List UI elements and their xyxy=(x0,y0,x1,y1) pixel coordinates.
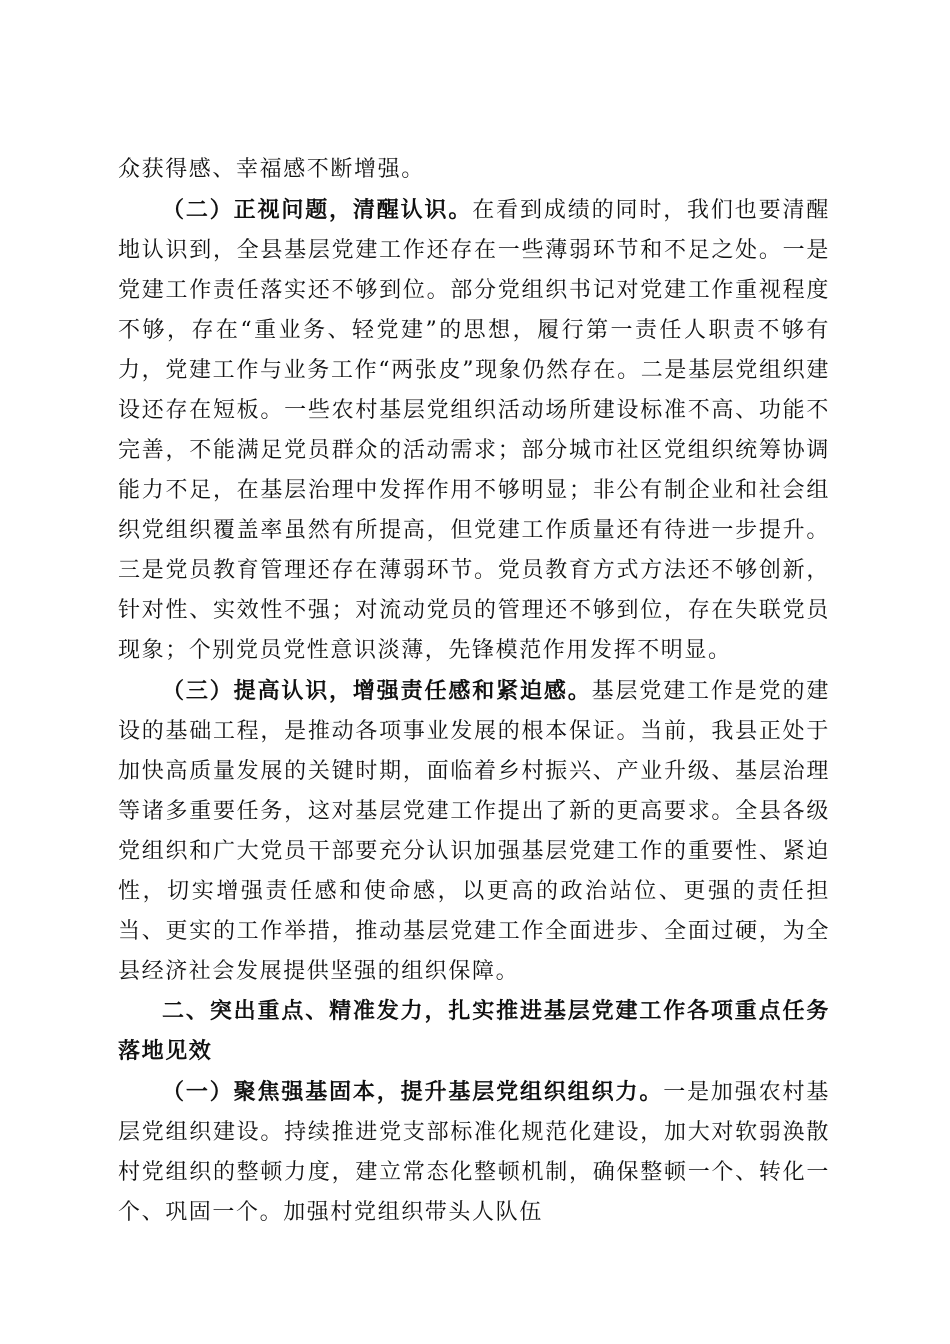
paragraph-raise-awareness xyxy=(118,671,830,992)
paragraph-body: 在看到成绩的同时，我们也要清醒地认识到，全县基层党建工作还存在一些薄弱环节和不足之处。一是党建工作责任落实还不够到位。部分党组织书记对党建工作重视程度不够，存在“重业务、轻党建”的思想，履行第一责任人职责不够有力，党建工作与业务工作“两张皮”现象仍然存在。二是基层党组织建设还存在短板。一些农村基层党组织活动场所建设标准不高、功能不完善，不能满足党员群众的活动需求；部分城市社区党组织统筹协调能力不足，在基层治理中发挥作用不够明显；非公有制企业和社会组织党组织覆盖率虽然有所提高，但党建工作质量还有待进一步提升。三是党员教育管理还存在薄弱环节。党员教育方式方法还不够创新，针对性、实效性不强；对流动党员的管理还不够到位，存在失联党员现象；个别党员党性意识淡薄，先锋模范作用发挥不明显。 xyxy=(118,198,830,663)
paragraph-lead: （一）聚焦强基固本，提升基层党组织组织力。 xyxy=(162,1079,664,1105)
paragraph-strengthen-foundation xyxy=(118,1072,830,1233)
paragraph-lead: （三）提高认识，增强责任感和紧迫感。 xyxy=(162,678,592,704)
paragraph-continued xyxy=(118,150,830,190)
document-body xyxy=(118,150,830,1233)
paragraph-body: 基层党建工作是党的建设的基础工程，是推动各项事业发展的根本保证。当前，我县正处于加快高质量发展的关键时期，面临着乡村振兴、产业升级、基层治理等诸多重要任务，这对基层党建工作提出了新的更高要求。全县各级党组织和广大党员干部要充分认识加强基层党建工作的重要性、紧迫性，切实增强责任感和使命感，以更高的政治站位、更强的责任担当、更实的工作举措，推动基层党建工作全面进步、全面过硬，为全县经济社会发展提供坚强的组织保障。 xyxy=(118,679,830,984)
section-heading: 二、突出重点、精准发力，扎实推进基层党建工作各项重点任务落地见效 xyxy=(118,999,830,1064)
paragraph-body: 一是加强农村基层党组织建设。持续推进党支部标准化规范化建设，加大对软弱涣散村党组织的整顿力度，建立常态化整顿机制，确保整顿一个、转化一个、巩固一个。加强村党组织带头人队伍 xyxy=(118,1080,831,1225)
paragraph-continued-text: 众获得感、幸福感不断增强。 xyxy=(118,157,425,182)
paragraph-lead: （二）正视问题，清醒认识。 xyxy=(162,197,473,223)
paragraph-face-problems xyxy=(118,190,830,671)
